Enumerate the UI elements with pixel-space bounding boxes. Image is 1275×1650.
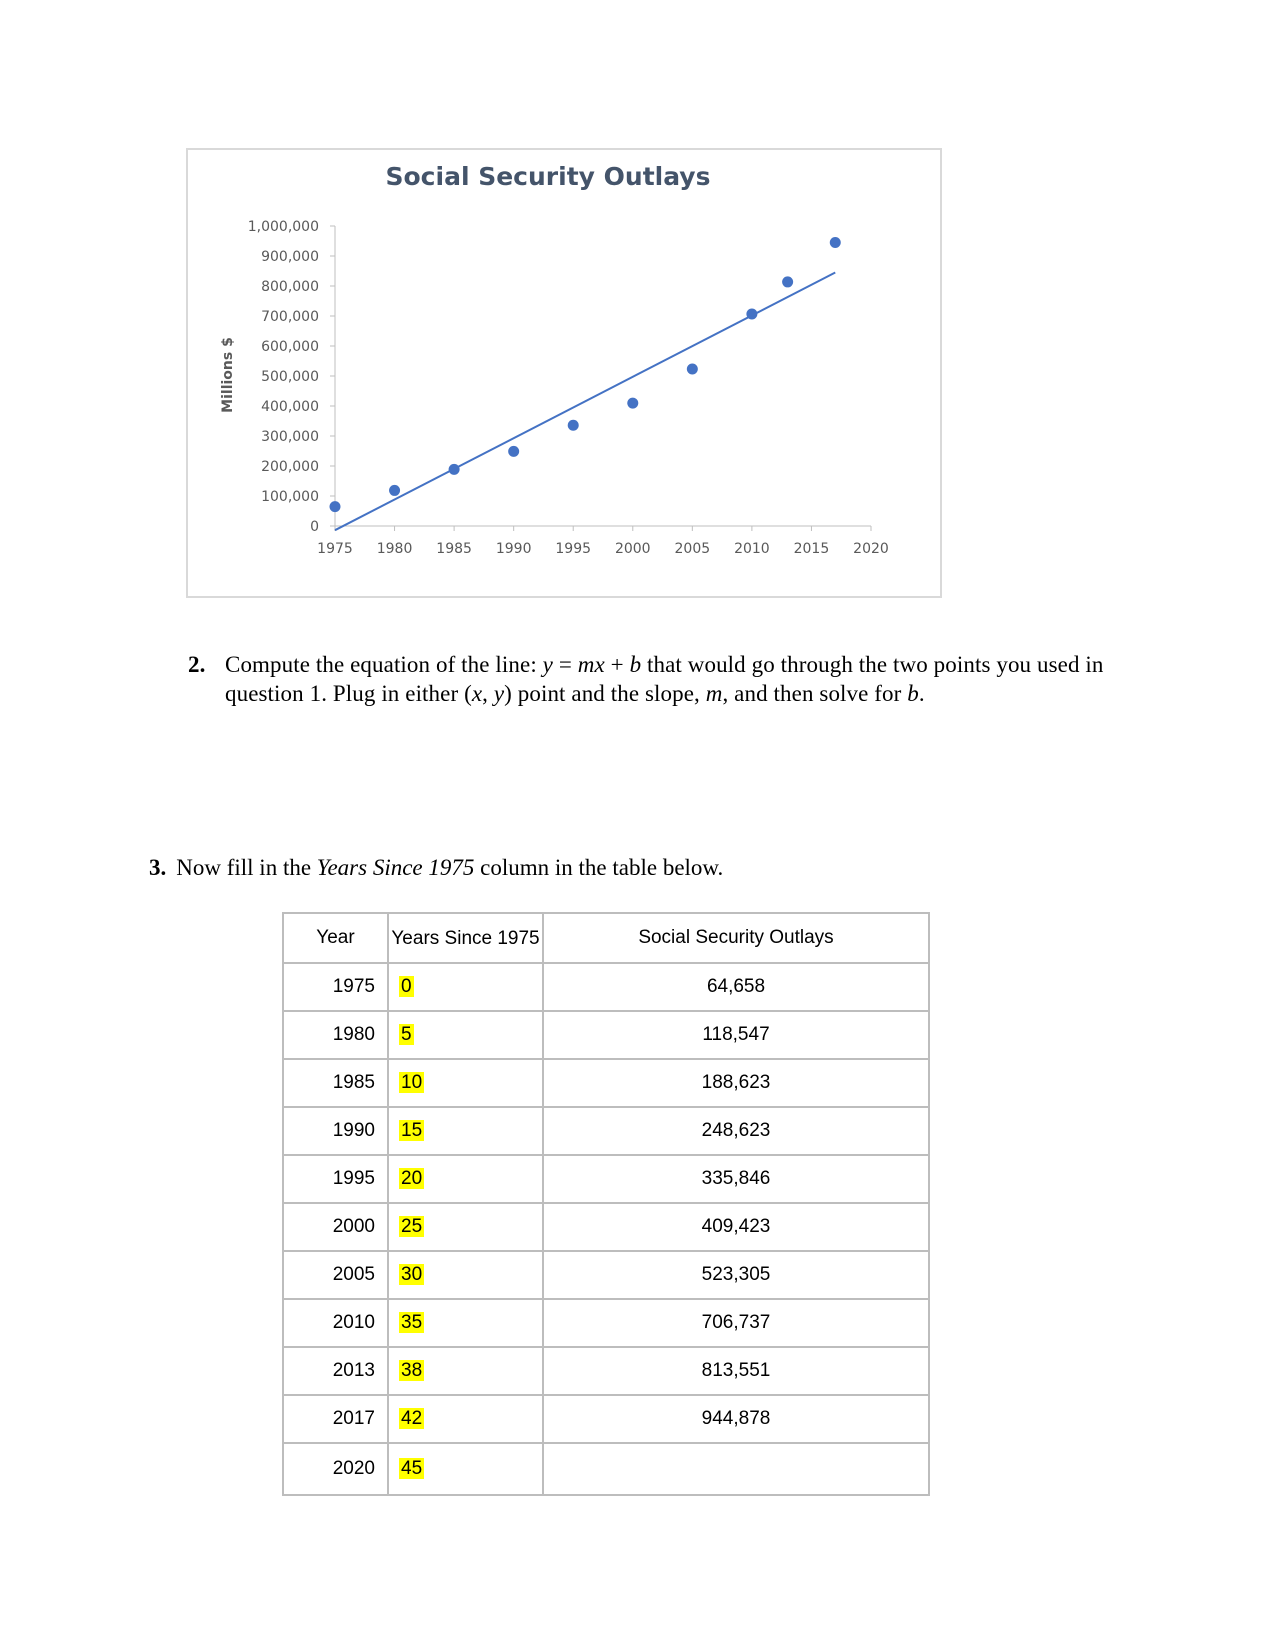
years-since-value: 5	[401, 1024, 412, 1045]
cell-outlays	[543, 1443, 929, 1495]
y-tick-label: 700,000	[261, 309, 319, 325]
q2-eq-plus: +	[604, 652, 630, 677]
chart-title: Social Security Outlays	[385, 162, 711, 191]
y-tick-label: 400,000	[261, 399, 319, 415]
table-row	[283, 1107, 929, 1155]
x-tick-label: 1975	[317, 541, 353, 557]
cell-year: 2005	[283, 1251, 388, 1299]
x-tick-label: 2010	[734, 541, 770, 557]
table-row	[283, 1347, 929, 1395]
cell-year: 2020	[283, 1443, 388, 1495]
cell-year: 1990	[283, 1107, 388, 1155]
q3-text-a: Now fill in the	[176, 855, 317, 880]
cell-year: 1995	[283, 1155, 388, 1203]
q2-text-b: that would go through the two points you used in question 1. Plug in either (	[225, 652, 1104, 706]
q2-eq-y: y	[542, 652, 553, 677]
cell-years-since[interactable]	[388, 1395, 543, 1443]
table-row	[283, 1203, 929, 1251]
cell-years-since[interactable]	[388, 1059, 543, 1107]
cell-years-since[interactable]	[388, 1443, 543, 1495]
data-point	[782, 276, 793, 287]
data-point	[389, 485, 400, 496]
x-tick-label: 2005	[674, 541, 711, 557]
data-point	[830, 237, 841, 248]
y-tick-label: 200,000	[261, 459, 319, 475]
question-2	[188, 650, 1128, 708]
cell-outlays: 523,305	[543, 1251, 929, 1299]
cell-year: 2000	[283, 1203, 388, 1251]
question-2-number: 2.	[188, 652, 206, 677]
question-3-text	[176, 855, 723, 880]
cell-outlays: 944,878	[543, 1395, 929, 1443]
q2-eq-mx: mx	[577, 652, 605, 677]
cell-outlays: 409,423	[543, 1203, 929, 1251]
years-since-value: 38	[401, 1360, 423, 1381]
cell-outlays: 813,551	[543, 1347, 929, 1395]
cell-years-since[interactable]	[388, 1107, 543, 1155]
cell-year: 2013	[283, 1347, 388, 1395]
cell-outlays: 706,737	[543, 1299, 929, 1347]
cell-years-since[interactable]	[388, 1011, 543, 1059]
scatter-chart	[188, 150, 940, 596]
cell-years-since[interactable]	[388, 1299, 543, 1347]
table-header-row	[283, 913, 929, 963]
y-tick-label: 100,000	[261, 489, 319, 505]
table-row	[283, 1251, 929, 1299]
x-tick-label: 1995	[555, 541, 592, 557]
q3-text-b: column in the table below.	[474, 855, 724, 880]
years-since-value: 35	[401, 1312, 423, 1333]
table-row	[283, 1299, 929, 1347]
q2-text-c: ) point and the slope,	[504, 681, 706, 706]
q2-text-e: .	[918, 681, 925, 706]
data-point	[449, 464, 460, 475]
years-since-value: 42	[401, 1408, 423, 1429]
y-tick-label: 1,000,000	[247, 219, 319, 235]
outlays-table	[282, 912, 930, 1496]
chart-container	[186, 148, 942, 598]
cell-outlays: 335,846	[543, 1155, 929, 1203]
q2-eq-mid: =	[552, 652, 578, 677]
y-axis-label: Millions $	[220, 337, 236, 413]
y-tick-label: 500,000	[261, 369, 319, 385]
q2-text-a: Compute the equation of the line:	[225, 652, 543, 677]
years-since-value: 20	[401, 1168, 423, 1189]
data-point	[508, 446, 519, 457]
cell-outlays: 188,623	[543, 1059, 929, 1107]
table-row	[283, 963, 929, 1011]
y-tick-label: 800,000	[261, 279, 319, 295]
cell-outlays: 118,547	[543, 1011, 929, 1059]
table-row	[283, 1443, 929, 1495]
data-point	[330, 501, 341, 512]
header-year: Year	[283, 913, 388, 963]
y-tick-label: 300,000	[261, 429, 319, 445]
cell-year: 1980	[283, 1011, 388, 1059]
q2-slope-m: m	[705, 681, 723, 706]
q2-pt-sep: ,	[482, 681, 494, 706]
y-tick-label: 0	[310, 519, 319, 535]
x-tick-label: 1990	[495, 541, 532, 557]
x-tick-label: 1980	[376, 541, 413, 557]
years-since-value: 30	[401, 1264, 423, 1285]
cell-years-since[interactable]	[388, 963, 543, 1011]
q2-pt-x: x	[471, 681, 483, 706]
cell-outlays: 64,658	[543, 963, 929, 1011]
header-years-since: Years Since 1975	[388, 913, 543, 963]
x-tick-label: 2020	[853, 541, 889, 557]
x-tick-label: 2000	[614, 541, 651, 557]
years-since-value: 15	[401, 1120, 423, 1141]
q2-solve-b: b	[907, 681, 919, 706]
table-row	[283, 1011, 929, 1059]
years-since-value: 45	[401, 1458, 423, 1479]
data-point	[568, 420, 579, 431]
q2-pt-y: y	[493, 681, 505, 706]
cell-year: 1985	[283, 1059, 388, 1107]
cell-year: 2017	[283, 1395, 388, 1443]
data-point	[627, 398, 638, 409]
question-3	[149, 853, 1049, 882]
cell-years-since[interactable]	[388, 1251, 543, 1299]
table-body	[283, 963, 929, 1495]
years-since-value: 10	[401, 1072, 423, 1093]
table-row	[283, 1395, 929, 1443]
x-tick-label: 2015	[793, 541, 830, 557]
y-tick-label: 900,000	[261, 249, 319, 265]
table-row	[283, 1059, 929, 1107]
data-point	[687, 364, 698, 375]
cell-year: 1975	[283, 963, 388, 1011]
years-since-value: 25	[401, 1216, 423, 1237]
years-since-value: 0	[401, 976, 412, 997]
y-tick-label: 600,000	[261, 339, 319, 355]
table-row	[283, 1155, 929, 1203]
trendline	[335, 273, 835, 531]
header-outlays: Social Security Outlays	[543, 913, 929, 963]
question-3-number: 3.	[149, 855, 167, 880]
q2-text-d: , and then solve for	[722, 681, 908, 706]
q2-eq-b: b	[629, 652, 642, 677]
cell-years-since[interactable]	[388, 1155, 543, 1203]
question-2-text	[225, 650, 1128, 708]
cell-years-since[interactable]	[388, 1347, 543, 1395]
q3-italic: Years Since 1975	[316, 855, 475, 880]
cell-year: 2010	[283, 1299, 388, 1347]
data-point	[746, 308, 757, 319]
cell-years-since[interactable]	[388, 1203, 543, 1251]
x-tick-label: 1985	[436, 541, 472, 557]
cell-outlays: 248,623	[543, 1107, 929, 1155]
